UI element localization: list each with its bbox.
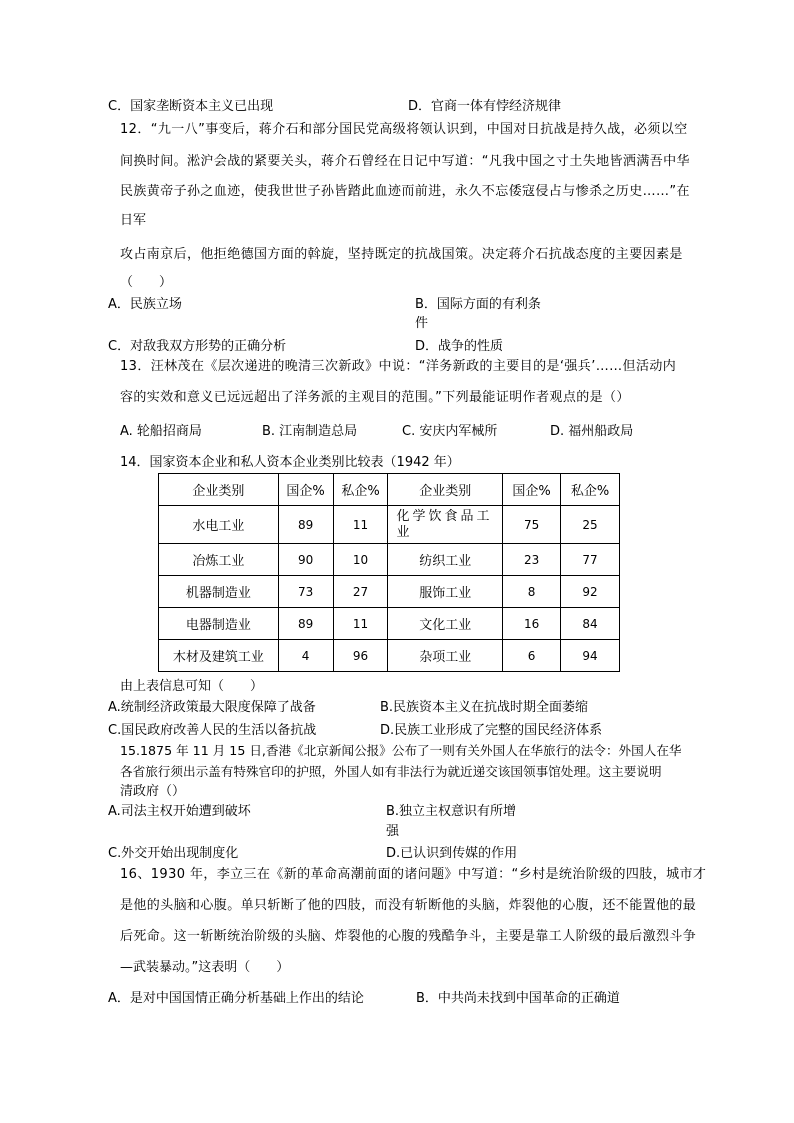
q12-option-a: A．民族立场 — [108, 297, 182, 312]
table-cell: 25 — [561, 506, 620, 544]
q12-answer-paren: （ ） — [120, 275, 173, 290]
q12-line-2: 间换时间。淞沪会战的紧要关头，蒋介石曾经在日记中写道：“凡我中国之寸土失地皆洒满吾中华 — [120, 154, 690, 169]
q14-option-c: C.国民政府改善人民的生活以备抗战 — [108, 723, 317, 738]
table-cell: 木材及建筑工业 — [159, 640, 279, 672]
table-cell: 11 — [333, 506, 388, 544]
q14-title: 14．国家资本企业和私人资本企业类别比较表（1942 年） — [120, 455, 460, 470]
table-cell: 电器制造业 — [159, 608, 279, 640]
q13-option-b: B. 江南制造总局 — [262, 424, 358, 439]
q15-option-c: C.外交开始出现制度化 — [108, 846, 239, 861]
q14-stem: 由上表信息可知（ ） — [120, 679, 264, 694]
q15-option-b: B.独立主权意识有所增 — [386, 804, 517, 819]
q12-line-4: 日军 — [120, 213, 147, 228]
q16-line-1: 16、1930 年，李立三在《新的革命高潮前面的诸问题》中写道：“乡村是统治阶级的四肢，城市才 — [120, 867, 707, 882]
table-cell: 96 — [333, 640, 388, 672]
table-header-row — [159, 474, 620, 506]
q16-option-b: B．中共尚未找到中国革命的正确道 — [416, 991, 620, 1006]
table-cell: 73 — [278, 576, 333, 608]
table-cell: 10 — [333, 544, 388, 576]
q14-option-b: B.民族资本主义在抗战时期全面萎缩 — [380, 700, 589, 715]
table-cell: 化学饮食品工业 — [388, 506, 503, 544]
q16-line-4: —武装暴动。”这表明（ ） — [120, 960, 290, 975]
table-cell: 92 — [561, 576, 620, 608]
q12-line-3: 民族黄帝子孙之血迹，使我世世子孙皆踏此血迹而前进，永久不忘倭寇侵占与惨杀之历史……”在 — [120, 184, 690, 199]
q13-option-d: D. 福州船政局 — [550, 424, 634, 439]
table-row — [159, 576, 620, 608]
header-cell: 私企% — [333, 474, 388, 506]
table-cell: 16 — [503, 608, 561, 640]
q12-option-c: C．对敌我双方形势的正确分析 — [108, 339, 287, 354]
table-row — [159, 506, 620, 544]
q14-option-a: A.统制经济政策最大限度保障了战备 — [108, 700, 316, 715]
enterprise-comparison-table — [158, 473, 620, 672]
table-cell: 23 — [503, 544, 561, 576]
header-cell: 国企% — [278, 474, 333, 506]
table-cell: 服饰工业 — [388, 576, 503, 608]
table-cell: 8 — [503, 576, 561, 608]
table-cell: 4 — [278, 640, 333, 672]
q13-line-1: 13．汪林茂在《层次递进的晚清三次新政》中说：“洋务新政的主要目的是‘强兵’……但活动内 — [120, 359, 677, 374]
q16-line-2: 是他的头脑和心腹。单只斩断了他的四肢，而没有斩断他的头脑，炸裂他的心腹，还不能置他的最 — [120, 898, 697, 913]
table-cell: 水电工业 — [159, 506, 279, 544]
header-cell: 国企% — [503, 474, 561, 506]
q15-option-a: A.司法主权开始遭到破坏 — [108, 804, 251, 819]
q14-option-d: D.民族工业形成了完整的国民经济体系 — [380, 723, 603, 738]
table-row — [159, 640, 620, 672]
q13-line-2: 容的实效和意义已远远超出了洋务派的主观目的范围。”下列最能证明作者观点的是（） — [120, 390, 630, 405]
q11-option-c: C．国家垄断资本主义已出现 — [108, 99, 274, 114]
q11-option-d: D．官商一体有悖经济规律 — [408, 99, 562, 114]
table-cell: 89 — [278, 608, 333, 640]
q15-line-2: 各省旅行须出示盖有特殊官印的护照，外国人如有非法行为就近递交该国领事馆处理。这主要说明 — [120, 764, 662, 779]
table-cell: 75 — [503, 506, 561, 544]
table-row — [159, 544, 620, 576]
q12-option-b-wrap: 件 — [415, 316, 429, 331]
header-cell: 企业类别 — [159, 474, 279, 506]
table-cell: 杂项工业 — [388, 640, 503, 672]
table-cell: 冶炼工业 — [159, 544, 279, 576]
header-cell: 私企% — [561, 474, 620, 506]
q12-option-b: B．国际方面的有利条 — [415, 297, 541, 312]
table-cell: 机器制造业 — [159, 576, 279, 608]
table-cell: 84 — [561, 608, 620, 640]
q15-option-b-wrap: 强 — [386, 824, 400, 839]
q12-line-1: 12．“九一八”事变后，蒋介石和部分国民党高级将领认识到，中国对日抗战是持久战，必须以空 — [120, 122, 688, 137]
q16-option-a: A．是对中国国情正确分析基础上作出的结论 — [108, 991, 364, 1006]
table-cell: 77 — [561, 544, 620, 576]
table-cell: 94 — [561, 640, 620, 672]
q15-option-d: D.已认识到传媒的作用 — [386, 846, 518, 861]
q16-line-3: 后死命。这一斩断统治阶级的头脑、炸裂他的心腹的残酷争斗，主要是靠工人阶级的最后激烈斗争 — [120, 929, 697, 944]
q12-option-d: D．战争的性质 — [415, 339, 504, 354]
q15-line-1: 15.1875 年 11 月 15 日,香港《北京新闻公报》公布了一则有关外国人在华旅行的法令：外国人在华 — [120, 743, 682, 758]
q13-option-a: A. 轮船招商局 — [120, 424, 202, 439]
table-cell: 文化工业 — [388, 608, 503, 640]
q15-line-3: 清政府（） — [120, 784, 186, 799]
header-cell: 企业类别 — [388, 474, 503, 506]
table-cell: 11 — [333, 608, 388, 640]
table-cell: 6 — [503, 640, 561, 672]
table-cell: 纺织工业 — [388, 544, 503, 576]
q12-line-5: 攻占南京后，他拒绝德国方面的斡旋，坚持既定的抗战国策。决定蒋介石抗战态度的主要因素是 — [120, 247, 683, 262]
table-cell: 27 — [333, 576, 388, 608]
table-cell: 89 — [278, 506, 333, 544]
table-row — [159, 608, 620, 640]
q13-option-c: C. 安庆内军械所 — [402, 424, 498, 439]
table-cell: 90 — [278, 544, 333, 576]
